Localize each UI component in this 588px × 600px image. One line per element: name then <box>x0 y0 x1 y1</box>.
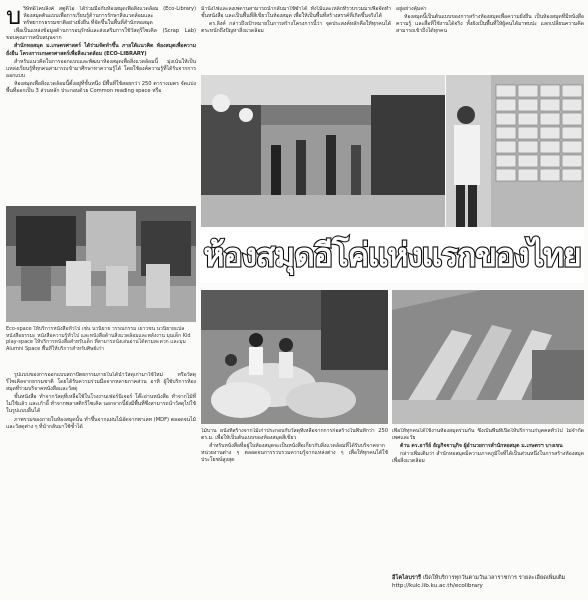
card-catalog-image <box>446 75 584 227</box>
paragraph: ม้านั่งไฟและลงเพดานสามารถนำกลับมาใช้ซ้ำได้ ทั้งไม้และเหล็กที่รวบรวมมาเพื่อจัดทำชั้นหนังสือ และเป็นพื้นที่สีเขียวในห้องสมุด เพื่อให้เป็นพื้นที่สร้างสรรค์ที่เกิดขึ้นจริงได้ <box>201 6 391 20</box>
headline: ห้องสมุดอีโค่แห่งแรกของไทย <box>203 235 581 274</box>
article-column-1 <box>6 6 196 206</box>
paragraph: สำหรับแนวคิดในการออกแบบและพัฒนาห้องสมุดเพื่อสิ่งแวดล้อมนี้ มุ่งเน้นให้เป็นแหล่งเรียนรู้ที่ทุกคนสามารถเข้ามาศึกษาหาความรู้ได้ โดยใช้องค์ความรู้ที่ได้รับจากการออกแบบ <box>6 58 196 79</box>
paragraph: เพื่อเป็นแหล่งข้อมูลด้านการอนุรักษ์และส่งเสริมการใช้วัสดุรีไซเคิล (Scrap Lab) ขอบคุณการสนับสนุนจาก <box>6 28 196 42</box>
library-visitors-image <box>201 75 445 227</box>
card-catalog-photo <box>446 75 584 227</box>
drop-cap: บ <box>6 6 22 30</box>
footer-text: เปิดให้บริการทุกวันตามวันเวลาราชการ รายละเอียดเพิ่มเติม http://kulc.lib.ku.ac.th/ecolibrary <box>392 575 566 589</box>
paragraph: ภาพรวมของภายในห้องสมุดนั้น ทำขึ้นจากแผ่นไม้อัดจากพาเลท (MDF) ตลอดจนไม้และวัสดุต่าง ๆ ที่นำกลับมาใช้ซ้ำได้ <box>6 416 196 430</box>
paragraph: ดร.ลิงค์ กล่าวถึงเป้าหมายในการสร้างโครงการนี้ว่า จุดประสงค์หลักคือให้ทุกคนได้ตระหนักถึงปัญหาสิ่งแวดล้อม <box>201 21 391 35</box>
paragraph: ห้องสมุดนี้เป็นต้นแบบของการสร้างห้องสมุดเพื่อความยั่งยืน เป็นห้องสมุดที่มีหนังสือ ความรู้ และสื่อที่ใช้งานได้จริง ทั้งยังเป็นพื้นที่ให้ผู้คนได้มาพบปะ แลกเปลี่ยนความคิด สามารถเข้าถึงได้ทุกคน <box>396 14 584 35</box>
article-column-2 <box>201 6 391 74</box>
paragraph: ชั้นหนังสือ ทำจากวัสดุที่เหลือใช้ในโรงงานเฟอร์นิเจอร์ โต๊ะอ่านหนังสือ ทำจากไม้ที่ไม่ใช้แล้ว และเก้าอี้ ทำจากพลาสติกรีไซเคิล นอกจากนี้ยังมีพื้นที่ซึ่งสามารถนำวัสดุไปใช้ในรูปแบบอื่นได้ <box>6 394 196 415</box>
article-column-bottom-2 <box>201 428 388 594</box>
paragraph: รูปแบบของการออกแบบสถาปัตยกรรมภายในได้นำวัสดุเก่ามาใช้ใหม่ หรือวัสดุรีไซเคิลจากธรรมชาติ โดยได้รับความร่วมมือจากหลายภาคส่วน อาทิ ผู้ใช้บริการห้องสมุดที่ร่วมบริจาคหนังสือและวัสดุ <box>6 372 196 393</box>
article-column-bottom-3 <box>392 428 584 572</box>
paragraph: ไม้บาน ผนังที่สร้างจากไม้เก่าประกอบกับวัสดุที่เหลือจากการก่อสร้างในพื้นที่กว่า 250 ตร.ม. เพื่อให้เป็นต้นแบบของห้องสมุดสีเขียว <box>201 428 388 442</box>
headline-banner <box>200 227 584 283</box>
library-entrance-photo <box>6 206 196 322</box>
highlight-paragraph: ด้าน ดร.อารีย์ ธัญกิจจานุกิจ ผู้อำนวยการสำนักหอสมุด ม.เกษตรฯ บางเขน <box>400 443 563 450</box>
footer-info <box>392 574 584 590</box>
highlight-paragraph: สำนักหอสมุด ม.เกษตรศาสตร์ ได้ร่วมจัดทำขึ้น ภายใต้แนวคิด ห้องสมุดเพื่อความยั่งยืน โครงการเกษตรศาสตร์เพื่อสิ่งแวดล้อม (ECO-LIBRARY) <box>6 43 196 57</box>
bookshelf-image <box>392 290 584 424</box>
paragraph: ริษัทอีโคบลิงค์ สตูดิโอ ได้ร่วมมือกับห้องสมุดเพื่อสิ่งแวดล้อม (Eco-Library) ห้องสมุดต้นแบบเพื่อการเรียนรู้ด้านการรักษาสิ่งแวดล้อมและทรัพยากรธรรมชาติอย่างยั่งยืน ที่จัดขึ้นในพื้นที่สำนักหอสมุด <box>23 6 196 27</box>
photo-caption: Eco-space ให้บริการหนังสือทั่วไป เช่น นวนิยาย วรรณกรรม เยาวชน นวนิยายแปล หนังสือธรรมะ หนังสือความรู้ทั่วไป และหนังสือด้านสิ่งแวดล้อมและพลังงาน มุมเด็ก Kid play-space ให้บริการหนังสือสำหรับเด็ก ที่สามารถนั่งเล่นอ่านได้ตามสะดวก และมุม Alumni Space พื้นที่ให้บริการสำหรับศิษย์เก่า <box>6 326 191 352</box>
paragraph: อยู่อย่างคุ้มค่า <box>396 6 427 12</box>
paragraph: ห้องสมุดเพื่อสิ่งแวดล้อมนี้ตั้งอยู่ที่ชั้นหนึ่ง มีพื้นที่ใช้สอยกว่า 250 ตารางเมตร จัดแบ่งพื้นที่ออกเป็น 3 ส่วนหลัก ประกอบด้วย Common reading space หรือ <box>6 80 196 95</box>
library-entrance-image <box>6 206 196 322</box>
bookshelf-photo <box>392 290 584 424</box>
footer-label: อีโคไลบรารี <box>392 575 422 581</box>
article-column-3 <box>396 6 584 74</box>
paragraph: กล่าวเพิ่มเติมว่า สำนักหอสมุดมีความภาคภูมิใจที่ได้เป็นส่วนหนึ่งในการสร้างห้องสมุดเพื่อสิ่งแวดล้อม <box>392 451 584 465</box>
reading-area-photo <box>201 290 388 424</box>
reading-area-image <box>201 290 388 424</box>
paragraph: สำหรับหนังสือที่อยู่ในห้องสมุดจะเป็นหนังสือเกี่ยวกับสิ่งแวดล้อมที่ได้รับบริจาคจากหน่วยงานต่าง ๆ ตลอดจนการรวบรวมความรู้จากแหล่งต่าง ๆ เพื่อให้ทุกคนได้ใช้ประโยชน์สูงสุด <box>201 443 388 464</box>
article-column-bottom-1 <box>6 372 196 594</box>
library-visitors-photo <box>201 75 445 227</box>
paragraph: เพื่อให้ทุกคนได้ใช้งานห้องสมุดร่วมกัน ซึ่งเป็นพื้นที่เปิดให้บริการแก่บุคคลทั่วไป ไม่จำกัดเพศและวัย <box>392 428 584 442</box>
